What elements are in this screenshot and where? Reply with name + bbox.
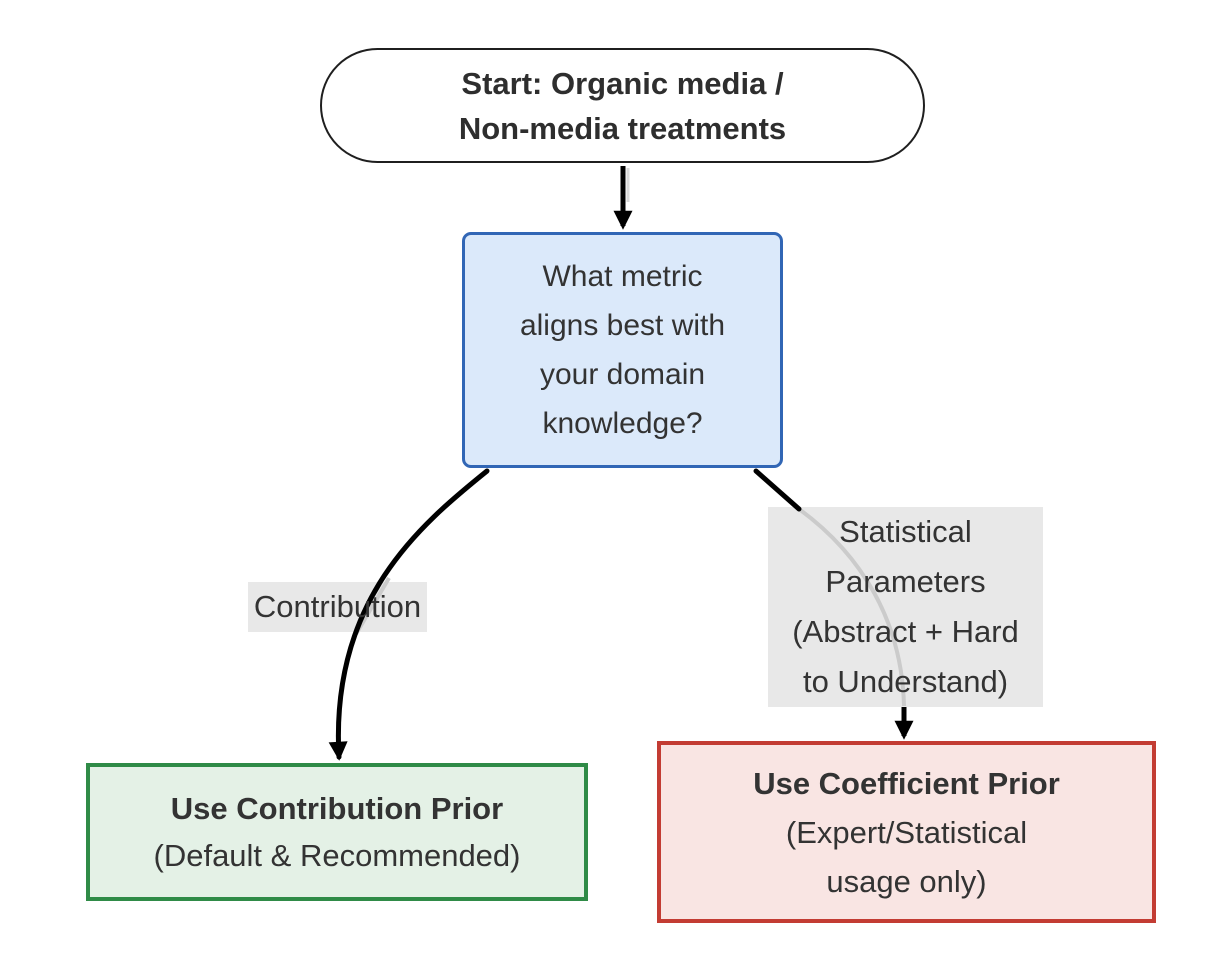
node-coefficient-prior bbox=[657, 741, 1156, 923]
edge-label-contribution bbox=[248, 582, 427, 632]
node-question-text-line: knowledge? bbox=[542, 407, 703, 440]
edge-label-statistical-text-line: (Abstract + Hard bbox=[792, 614, 1019, 649]
node-start-text-line: Start: Organic media / bbox=[461, 65, 784, 101]
node-question-text-line: your domain bbox=[539, 358, 706, 391]
node-contribution-prior bbox=[86, 763, 588, 901]
node-contribution-prior-subtitle: (Default & Recommended) bbox=[153, 838, 521, 873]
edge-label-contribution-text: Contribution bbox=[253, 589, 422, 624]
node-coefficient-prior-subtitle: (Expert/Statistical bbox=[785, 814, 1028, 850]
edge-label-statistical-parameters bbox=[768, 507, 1043, 707]
edge-label-statistical-text-line: Parameters bbox=[825, 564, 986, 599]
node-start-text-line: Non-media treatments bbox=[458, 110, 787, 146]
node-coefficient-prior-title: Use Coefficient Prior bbox=[753, 765, 1060, 801]
node-question-text-line: aligns best with bbox=[519, 309, 726, 342]
node-contribution-prior-title: Use Contribution Prior bbox=[170, 791, 504, 826]
node-question bbox=[462, 232, 783, 468]
edge-label-statistical-text-line: Statistical bbox=[839, 514, 972, 549]
edge-label-statistical-text-line: to Understand) bbox=[802, 664, 1009, 699]
node-start bbox=[320, 48, 925, 163]
edge-question-to-coefficient-upper bbox=[756, 471, 799, 509]
node-coefficient-prior-subtitle: usage only) bbox=[826, 863, 987, 899]
node-question-text-line: What metric bbox=[542, 260, 703, 293]
